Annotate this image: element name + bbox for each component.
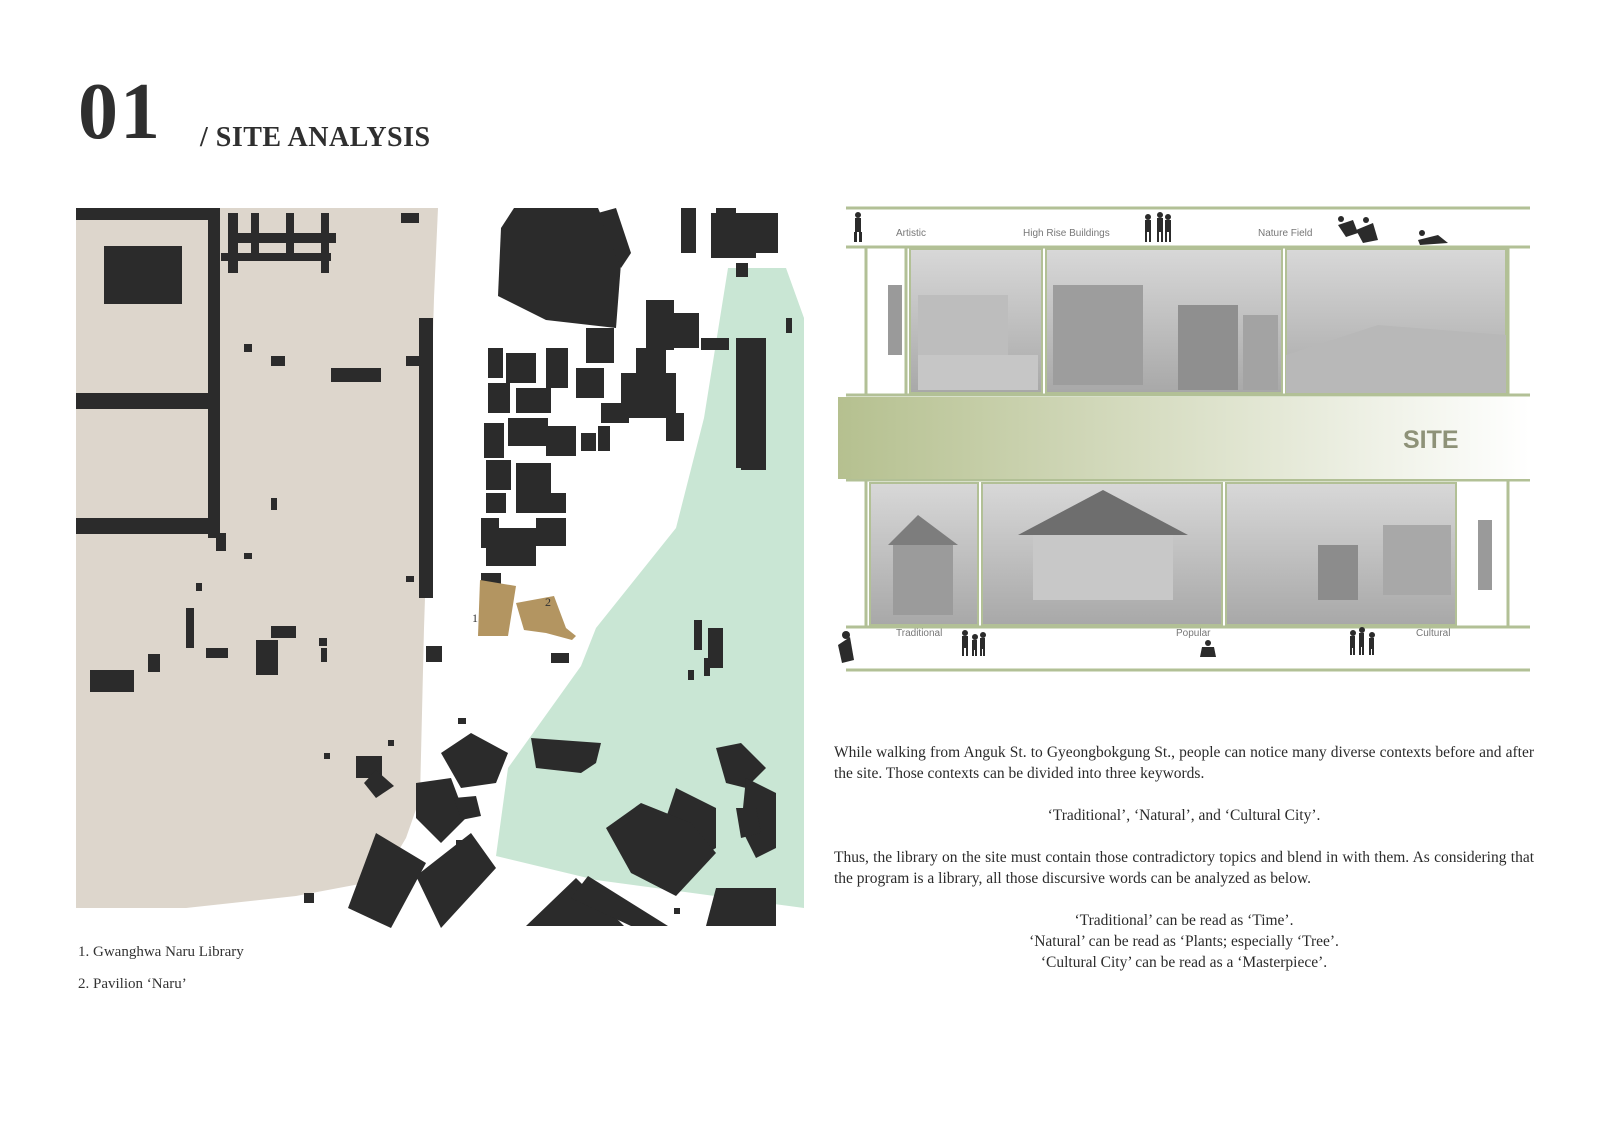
label-high-rise: High Rise Buildings xyxy=(1023,228,1110,239)
palace-ground xyxy=(76,208,438,908)
legend-item-pavilion: 2. Pavilion ‘Naru’ xyxy=(78,976,187,992)
site-label: SITE xyxy=(1403,426,1459,454)
reading-masterpiece: ‘Cultural City’ can be read as a ‘Masterpiece’. xyxy=(1040,954,1328,971)
context-diagram xyxy=(838,205,1538,680)
label-nature-field: Nature Field xyxy=(1258,228,1313,239)
section-number: 01 xyxy=(78,68,162,156)
description-paragraph-2: Thus, the library on the site must contain those contradictory topics and blend in with them. As considering that the program is a library, all those discursive words can be analyzed as below. xyxy=(834,849,1534,887)
context-photos-top xyxy=(888,249,1506,393)
section-title: / SITE ANALYSIS xyxy=(200,122,431,153)
map-label-1: 1 xyxy=(472,611,478,625)
site-map xyxy=(76,208,804,938)
description-paragraph-1: While walking from Anguk St. to Gyeongbokgung St., people can notice many diverse contexts before and after the site. Those contexts can be divided into three keywords. xyxy=(834,744,1534,782)
label-popular: Popular xyxy=(1176,628,1211,639)
label-artistic: Artistic xyxy=(896,228,926,239)
reading-tree: ‘Natural’ can be read as ‘Plants; especially ‘Tree’. xyxy=(1029,933,1339,950)
reading-time: ‘Traditional’ can be read as ‘Time’. xyxy=(1074,912,1294,929)
description-keywords: ‘Traditional’, ‘Natural’, and ‘Cultural City’. xyxy=(1047,807,1321,824)
label-traditional: Traditional xyxy=(896,628,943,639)
map-label-2: 2 xyxy=(545,595,551,609)
legend-item-library: 1. Gwanghwa Naru Library xyxy=(78,944,244,960)
library-parcel xyxy=(478,580,516,636)
context-photos-bottom xyxy=(870,483,1492,625)
label-cultural: Cultural xyxy=(1416,628,1451,639)
site-description xyxy=(834,742,1534,973)
site-parcels xyxy=(478,580,576,640)
